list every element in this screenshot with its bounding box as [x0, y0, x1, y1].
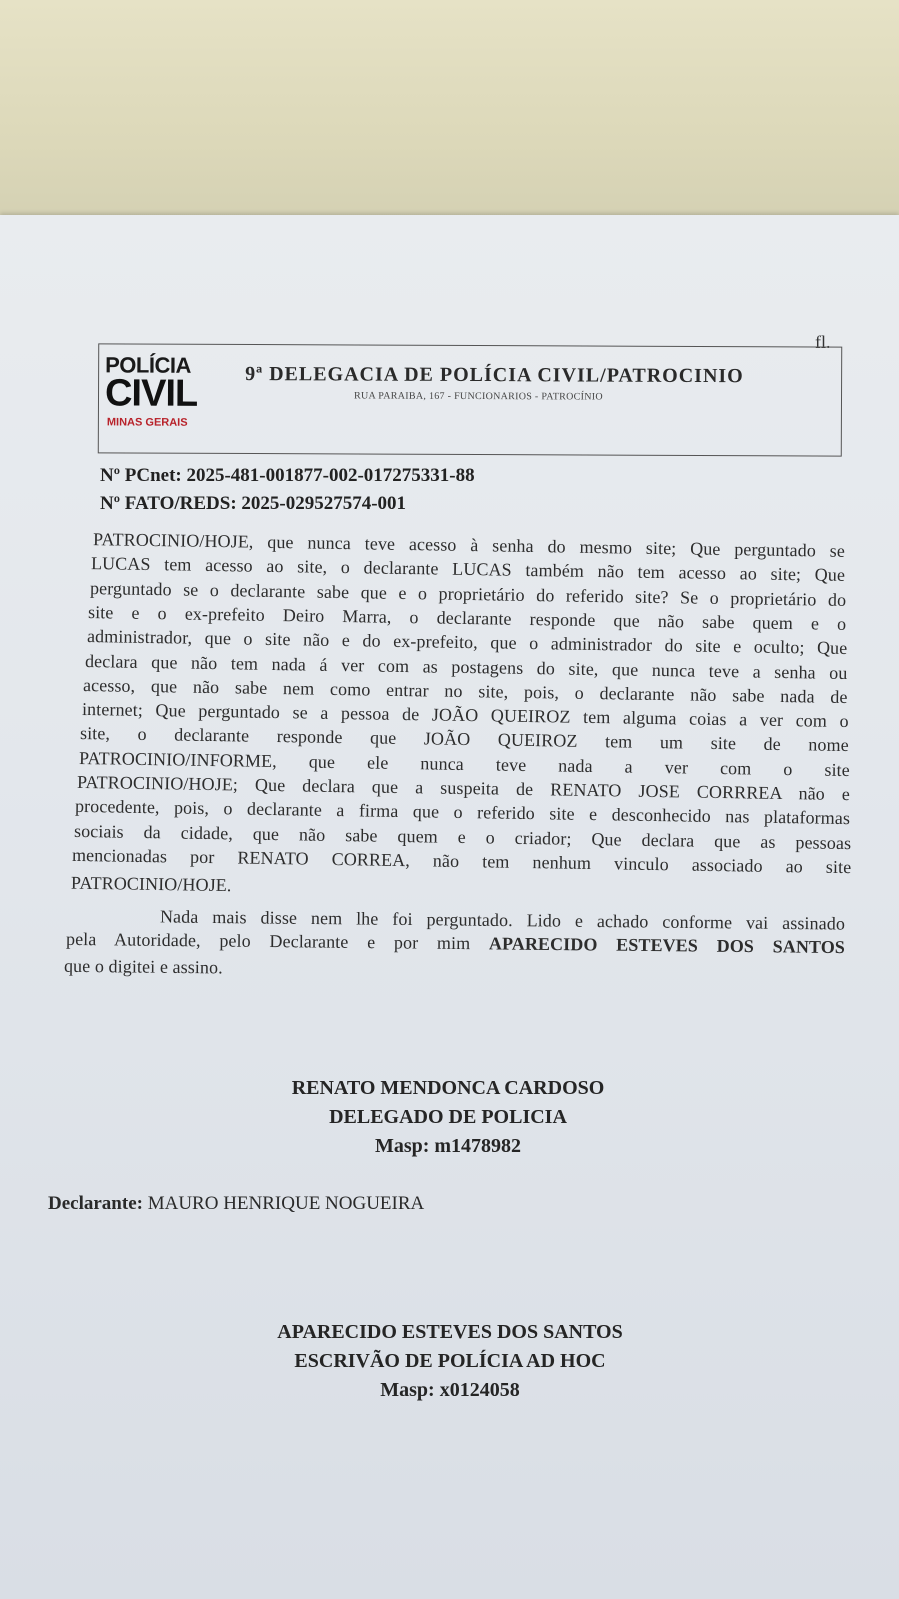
- declarant-line: [48, 1193, 424, 1215]
- statement-line: internet; Que perguntado se a pessoa de JOÃO QUEIROZ tem alguma coias a ver com o: [81, 699, 849, 732]
- clerk-role: ESCRIVÃO DE POLÍCIA AD HOC: [294, 1350, 606, 1372]
- authority-signature-block: [248, 1074, 648, 1161]
- statement-line: declara que não tem nada á ver com as postagens do site, que nunca teve a senha ou: [84, 650, 848, 683]
- statement-line: administrador, que o site não e do ex-prefeito, que o administrador do site e oculto; Que: [86, 626, 848, 659]
- statement-line: procedente, pois, o declarante a firma que o referido site e desconhecido nas plataformas: [75, 796, 851, 829]
- logo-line-2: CIVIL: [104, 372, 198, 415]
- closing-line-3: que o digitei e assino.: [63, 955, 223, 978]
- statement-line: PATROCINIO/INFORME, que ele nunca teve nada a ver com o site: [78, 747, 850, 780]
- authority-masp: Masp: m1478982: [374, 1135, 522, 1157]
- pcnet-number: Nº PCnet: 2025-481-001877-002-017275331-88: [100, 465, 475, 486]
- clerk-signature-block: [230, 1318, 670, 1405]
- logo-line-3: MINAS GERAIS: [106, 416, 188, 429]
- folio-label: fl.: [815, 332, 831, 352]
- declarant-label: Declarante:: [48, 1193, 143, 1214]
- policia-civil-logo: [105, 350, 205, 436]
- statement-line: PATROCINIO/HOJE.: [70, 872, 232, 896]
- clerk-masp: Masp: x0124058: [380, 1379, 520, 1401]
- fato-reds-number: Nº FATO/REDS: 2025-029527574-001: [100, 493, 407, 514]
- statement-line: PATROCINIO/HOJE; Que declara que a suspeita de RENATO JOSE CORRREA não e: [76, 771, 851, 805]
- statement-line: LUCAS tem acesso ao site, o declarante LUCAS também não tem acesso ao site; Que: [91, 553, 846, 586]
- clerk-name: APARECIDO ESTEVES DOS SANTOS: [277, 1321, 623, 1343]
- closing-line-2-text: pela Autoridade, pelo Declarante e por mim: [65, 928, 490, 954]
- closing-line-2-clerk-name: APARECIDO ESTEVES DOS SANTOS: [488, 933, 846, 958]
- statement-line: perguntado se o declarante sabe que e o proprietário do referido site? Se o proprietário do: [89, 577, 847, 610]
- office-address: RUA PARAIBA, 167 - FUNCIONARIOS - PATROCÍNIO: [353, 390, 603, 403]
- declarant-name: MAURO HENRIQUE NOGUEIRA: [147, 1193, 425, 1214]
- statement-line: PATROCINIO/HOJE, que nunca teve acesso à senha do mesmo site; Que perguntado se: [92, 529, 846, 561]
- office-title: 9ª DELEGACIA DE POLÍCIA CIVIL/PATROCINIO: [245, 363, 744, 388]
- statement-line: acesso, que não sabe nem como entrar no site, pois, o declarante não sabe nada de: [83, 674, 849, 707]
- closing-line-1: Nada mais disse nem lhe foi perguntado. Lido e achado conforme vai assinado: [159, 906, 846, 934]
- authority-name: RENATO MENDONCA CARDOSO: [291, 1077, 605, 1099]
- letterhead: [98, 343, 842, 456]
- statement-line: sociais da cidade, que não sabe quem e o criador; Que declara que as pessoas: [73, 820, 852, 853]
- background-surface: [0, 0, 899, 240]
- authority-role: DELEGADO DE POLICIA: [329, 1106, 567, 1128]
- logo-line-1: POLÍCIA: [105, 352, 191, 378]
- statement-line: site, o declarante responde que JOÃO QUEIROZ tem um site de nome: [80, 723, 850, 756]
- statement-line: mencionadas por RENATO CORREA, não tem nenhum vinculo associado ao site: [72, 844, 852, 878]
- statement-line: site e o ex-prefeito Deiro Marra, o declarante responde que não sabe quem e o: [88, 601, 847, 634]
